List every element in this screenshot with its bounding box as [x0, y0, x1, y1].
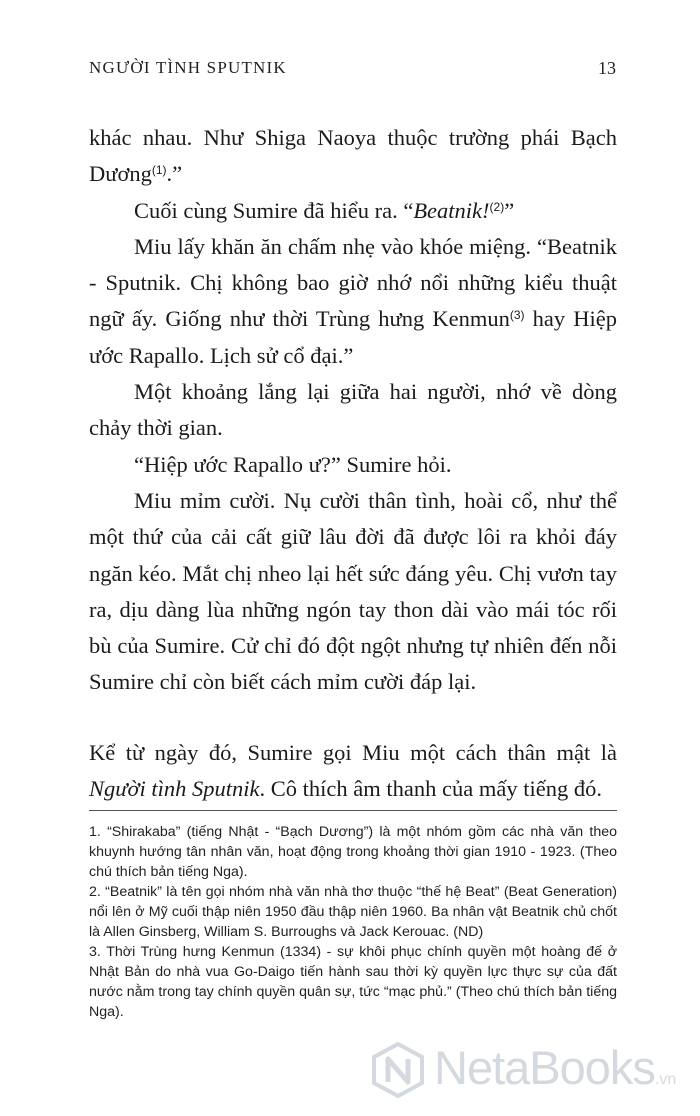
italic-beatnik: Beatnik! [413, 197, 490, 223]
watermark-text: NetaBooks.vn [434, 1041, 677, 1094]
footnote-ref-1: (1) [151, 163, 167, 178]
footnotes [89, 822, 617, 1022]
watermark [370, 1038, 690, 1102]
netabooks-logo-icon [370, 1042, 426, 1098]
running-title: NGƯỜI TÌNH SPUTNIK [89, 58, 287, 77]
paragraph-5: “Hiệp ước Rapallo ư?” Sumire hỏi. [134, 451, 452, 477]
paragraph-4: Một khoảng lắng lại giữa hai người, nhớ về dòng chảy thời gian. [89, 379, 617, 441]
italic-title: Người tình Sputnik [89, 776, 260, 802]
page-number: 13 [598, 58, 616, 78]
paragraph-1: khác nhau. Như Shiga Naoya thuộc trường phái Bạch Dương$^{(1)}$.” [89, 125, 617, 187]
footnote-divider [89, 810, 617, 811]
footnote-ref-3: (3) [509, 308, 525, 323]
footnote-ref-2: (2) [489, 199, 505, 214]
footnote-1: 1. “Shirakaba” (tiếng Nhật - “Bạch Dương”) là một nhóm gồm các nhà văn theo khuynh hướng tân nhân văn, hoạt động trong khoảng thời gian 1910 - 1923. (Theo chú thích bản tiếng Nga). [89, 824, 617, 880]
paragraph-2: Cuối cùng Sumire đã hiểu ra. “Beatnik!$^{(2)}$” [134, 197, 515, 223]
paragraph-7: Kể từ ngày đó, Sumire gọi Miu một cách thân mật là Người tình Sputnik. Cô thích âm thanh của mấy tiếng đó. [89, 739, 617, 802]
footnote-3: 3. Thời Trùng hưng Kenmun (1334) - sự khôi phục chính quyền một hoàng đế ở Nhật Bản do nhà vua Go-Daigo tiến hành sau thời kỳ quyền lực thực sự của đất nước nằm trong tay chính quyền quân sự, tức “mạc phủ.” (Theo chú thích bản tiếng Nga). [89, 944, 617, 1020]
paragraph-6: Miu mỉm cười. Nụ cười thân tình, hoài cổ, như thể một thứ của cải cất giữ lâu đời đã được lôi ra khỏi đáy ngăn kéo. Mắt chị nheo lại hết sức đáng yêu. Chị vươn tay ra, dịu dàng lùa những ngón tay thon dài vào mái tóc rối bù của Sumire. Cử chỉ đó đột ngột nhưng tự nhiên đến nỗi Sumire chỉ còn biết cách mỉm cười đáp lại. [89, 487, 617, 695]
paragraph-3: Miu lấy khăn ăn chấm nhẹ vào khóe miệng. “Beatnik - Sputnik. Chị không bao giờ nhớ nổi những kiểu thuật ngữ ấy. Giống như thời Trùng hưng Kenmun$^{(3)}$ hay Hiệp ước Rapallo. Lịch sử cổ đại.” [89, 233, 617, 368]
body-text [89, 120, 617, 807]
footnote-2: 2. “Beatnik” là tên gọi nhóm nhà văn nhà thơ thuộc “thế hệ Beat” (Beat Generation) nổi lên ở Mỹ cuối thập niên 1950 đầu thập niên 1960. Ba nhân vật Beatnik chủ chốt là Allen Ginsberg, William S. Burroughs và Jack Kerouac. (ND) [89, 884, 617, 940]
